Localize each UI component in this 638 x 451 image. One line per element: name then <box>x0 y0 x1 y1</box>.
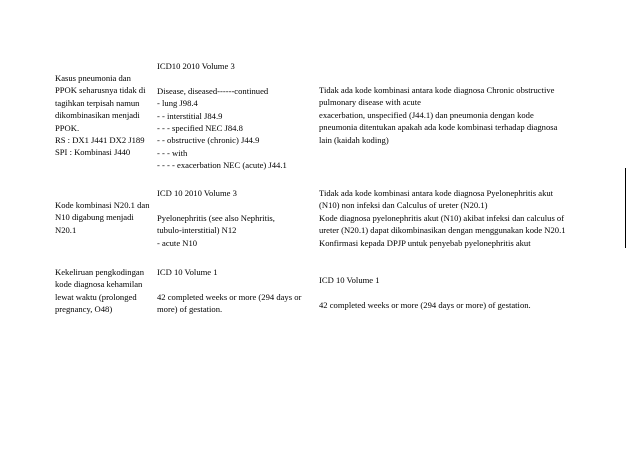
text-line: Kode kombinasi N20.1 dan <box>55 200 150 210</box>
text-line: 42 completed weeks or more (294 days or more) of gestation. <box>319 299 531 310</box>
text-line <box>157 278 301 290</box>
text-line: PPOK seharusnya tidak di <box>55 85 146 96</box>
text-line: N20.1 <box>55 224 77 235</box>
text-line: SPI : Kombinasi J440 <box>55 147 131 158</box>
text-line: exacerbation, unspecified (J44.1) dan pneumonia dengan kode <box>319 109 534 120</box>
table-border-right <box>625 168 626 248</box>
text-line: tagihkan terpisah namun <box>55 97 140 108</box>
text-line: pregnancy, O48) <box>55 304 113 315</box>
text-line: Kode diagnosa pyelonephritis akut (N10) akibat infeksi dan calculus of <box>319 212 565 223</box>
row2-reference-cell <box>157 187 275 249</box>
text-line: Pyelonephritis (see also Nephritis, <box>157 212 275 223</box>
text-line: Kekeliruan pengkodingan <box>55 267 145 277</box>
text-line: tubulo-interstitial) N12 <box>157 225 237 236</box>
reference-title: ICD10 2010 Volume 3 <box>157 61 235 71</box>
row2-analysis-cell <box>319 187 566 249</box>
text-line: more) of gestation. <box>157 304 223 315</box>
text-line <box>157 72 287 84</box>
text-line: pulmonary disease with acute <box>319 97 421 108</box>
text-line: PPOK. <box>55 122 80 133</box>
reference-title: ICD 10 Volume 1 <box>157 267 218 277</box>
text-line: dikombinasikan menjadi <box>55 110 140 121</box>
text-line: (N10) non infeksi dan Calculus of ureter (N20.1) <box>319 200 488 211</box>
row3-reference-cell <box>157 266 301 316</box>
row3-issue-cell <box>55 266 144 316</box>
text-line: - - - - exacerbation NEC (acute) J44.1 <box>157 160 287 171</box>
text-line: N10 digabung menjadi <box>55 212 134 223</box>
text-line: Konfirmasi kepada DPJP untuk penyebab pyelonephritis akut <box>319 237 531 248</box>
row3-analysis-cell <box>319 274 531 311</box>
text-line: - - obstructive (chronic) J44.9 <box>157 135 260 146</box>
text-line: 42 completed weeks or more (294 days or <box>157 291 302 302</box>
text-line <box>157 199 275 211</box>
text-line: - - interstitial J84.9 <box>157 110 223 121</box>
text-line <box>319 286 531 298</box>
text-line: lain (kaidah koding) <box>319 134 389 145</box>
text-line: - - - with <box>157 147 188 158</box>
text-line: ureter (N20.1) dapat dikombinasikan dengan menggunakan kode N20.1 <box>319 225 566 236</box>
row1-issue-cell <box>55 72 145 159</box>
text-line: - acute N10 <box>157 237 198 248</box>
text-line: kode diagnosa kehamilan <box>55 279 143 290</box>
text-line: RS : DX1 J441 DX2 J189 <box>55 135 145 146</box>
text-line: pneumonia ditentukan apakah ada kode kombinasi terhadap diagnosa <box>319 122 558 133</box>
reference-title: ICD 10 2010 Volume 3 <box>157 188 237 198</box>
text-line: Kasus pneumonia dan <box>55 73 131 83</box>
reference-title: ICD 10 Volume 1 <box>319 275 380 285</box>
text-line: Tidak ada kode kombinasi antara kode diagnosa Pyelonephritis akut <box>319 188 554 198</box>
text-line: Tidak ada kode kombinasi antara kode diagnosa Chronic obstructive <box>319 85 555 95</box>
text-line: - lung J98.4 <box>157 98 198 109</box>
text-line: lewat waktu (prolonged <box>55 291 137 302</box>
row1-analysis-cell <box>319 84 557 146</box>
text-line: Disease, diseased------continued <box>157 85 269 96</box>
row1-reference-cell <box>157 60 287 172</box>
row2-issue-cell <box>55 199 150 236</box>
text-line: - - - specified NEC J84.8 <box>157 123 243 134</box>
